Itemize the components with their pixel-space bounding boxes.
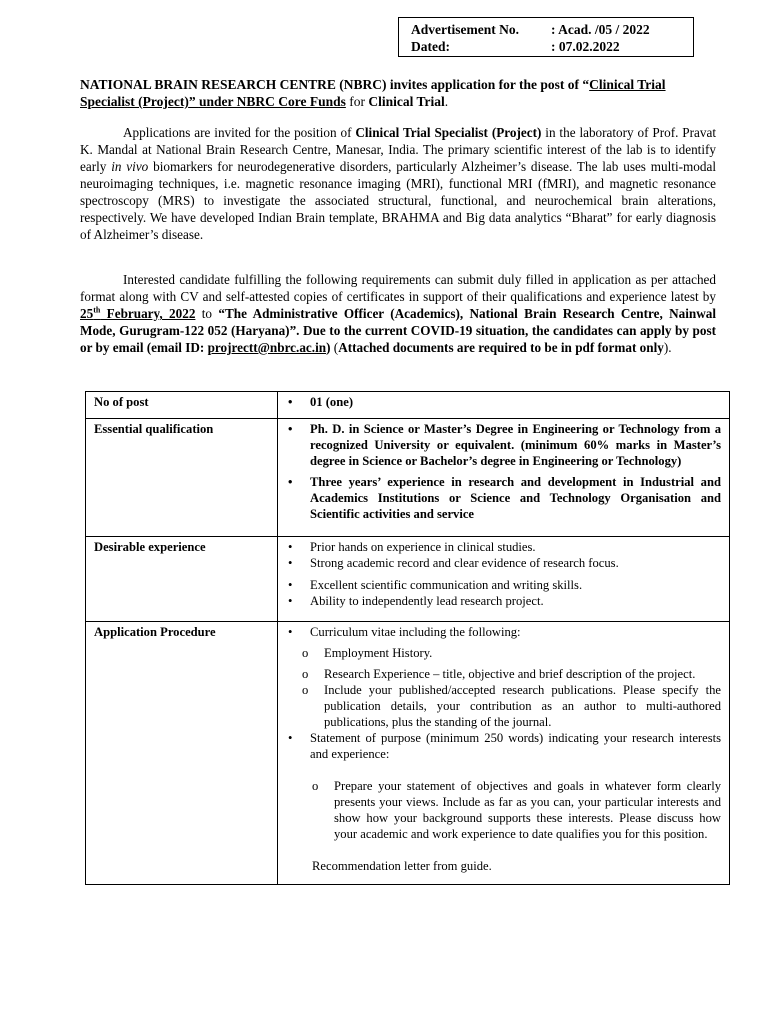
list-item: [286, 577, 721, 593]
heading-intro: NATIONAL BRAIN RESEARCH CENTRE (NBRC) invites application for the post of “: [80, 77, 590, 92]
intro-text-2: in the laboratory of Prof. Pravat K. Mandal at National Brain Research Centre, Manesar, India. The primary scientific interest of the lab is to identify early: [80, 125, 717, 174]
list-item: [286, 421, 721, 469]
procedure-cv-item-2: Research Experience – title, objective and brief description of the project.: [324, 667, 696, 681]
application-text-1: Interested candidate fulfilling the following requirements can submit duly filled in application as per attached format along with CV and self-attested copies of certificates in support of their qualifications and experience latest by: [80, 272, 716, 304]
procedure-sop: Statement of purpose (minimum 250 words) indicating your research interests and experience:: [310, 731, 721, 761]
page-heading: [80, 76, 716, 110]
advertisement-box: [398, 17, 694, 57]
heading-for: for: [345, 94, 369, 109]
requirements-table: [85, 391, 730, 885]
advertisement-number-row: [411, 21, 693, 38]
bullet-icon: •: [288, 578, 293, 592]
intro-in-vivo: in vivo: [111, 159, 149, 174]
application-pdf-note: Attached documents are required to be in pdf format only: [338, 340, 664, 355]
list-item: [286, 593, 721, 609]
application-email-link[interactable]: projrectt@nbrc.ac.in: [207, 340, 327, 355]
application-text-3: ): [326, 340, 331, 355]
table-row: [86, 622, 730, 885]
procedure-cv-item-1: Employment History.: [324, 646, 433, 660]
desirable-label: Desirable experience: [86, 537, 278, 622]
list-item: [286, 666, 721, 682]
circle-bullet-icon: o: [302, 667, 309, 681]
list-item: [286, 394, 721, 410]
essential-cell: [278, 419, 730, 537]
list-item: [286, 539, 721, 555]
posts-value: 01 (one): [310, 395, 354, 409]
heading-funds: under NBRC Core Funds: [198, 94, 346, 109]
application-text-5: ).: [663, 340, 672, 355]
intro-text-1: Applications are invited for the position of: [123, 125, 356, 140]
posts-label: No of post: [86, 392, 278, 419]
essential-item-2: Three years’ experience in research and development in Industrial and Academics Institutions or Science and Technology Organisation and Scientific activities and service: [310, 475, 721, 521]
intro-paragraph: [80, 124, 716, 243]
application-address: “The Administrative Officer (Academics), National Brain Research Centre, Nainwal Mode, Gurugram-122 052 (Haryana)”. Due to the current COVID-19 situation, the candidates can apply by post or by email (email ID:: [80, 306, 716, 355]
advertisement-number-value: : Acad. /05 / 2022: [551, 22, 650, 37]
desirable-cell: [278, 537, 730, 622]
heading-purpose: Clinical Trial: [368, 94, 445, 109]
desirable-item-3: Excellent scientific communication and writing skills.: [310, 578, 583, 592]
posts-cell: [278, 392, 730, 419]
procedure-cell: [278, 622, 730, 885]
circle-bullet-icon: o: [312, 779, 319, 793]
list-item: [286, 730, 721, 762]
procedure-label: Application Procedure: [86, 622, 278, 885]
procedure-recommendation: Recommendation letter from guide.: [312, 859, 492, 873]
bullet-icon: •: [288, 475, 293, 489]
intro-text-3: biomarkers for neurodegenerative disorders, particularly Alzheimer’s disease. The lab uses multi-modal neuroimaging techniques, i.e. magnetic resonance imaging (MRI), functional MRI (fMRI), and magnetic resonance spectroscopy (MRS) to investigate the associated structural, functional, and neurochemical brain alterations, respectively. We have developed Indian Brain template, BRAHMA and Big data analytics “Bharat” for early diagnosis of Alzheimer’s disease.: [80, 159, 716, 242]
procedure-sop-item: Prepare your statement of objectives and goals in whatever form clearly presents your views. Include as far as you can, your particular interests and show how your background supports these interests. Please discuss how your academic and work experience to date qualifies you for this position.: [334, 779, 721, 841]
table-row: [86, 419, 730, 537]
bullet-icon: •: [288, 395, 293, 409]
deadline-month-year: February, 2022: [100, 306, 196, 321]
essential-label: Essential qualification: [86, 419, 278, 537]
bullet-icon: •: [288, 540, 293, 554]
advertisement-number-label: Advertisement No.: [411, 22, 519, 37]
intro-position: Clinical Trial Specialist (Project): [355, 125, 542, 140]
heading-post-title: Clinical Trial Specialist (Project): [80, 77, 666, 109]
procedure-cv: Curriculum vitae including the following:: [310, 625, 521, 639]
list-item: [286, 778, 721, 842]
desirable-item-4: Ability to independently lead research project.: [310, 594, 544, 608]
table-row: [86, 392, 730, 419]
application-text-4: (: [330, 340, 339, 355]
procedure-cv-item-3: Include your published/accepted research publications. Please specify the publication details, your contribution as an author to multi-authored publications, plus the standing of the journal.: [324, 683, 721, 729]
bullet-icon: •: [288, 556, 293, 570]
circle-bullet-icon: o: [302, 646, 309, 660]
bullet-icon: •: [288, 625, 293, 639]
heading-quote-close: ”: [188, 94, 199, 109]
heading-end: .: [444, 94, 449, 109]
advertisement-date-label: Dated:: [411, 39, 450, 54]
application-text-2: to: [195, 306, 219, 321]
deadline-suffix: th: [93, 305, 101, 315]
list-item: [286, 682, 721, 730]
deadline-date: [80, 306, 195, 321]
bullet-icon: •: [288, 731, 293, 745]
list-item: [286, 474, 721, 522]
advertisement-date-value: : 07.02.2022: [551, 39, 620, 54]
list-item: [286, 624, 721, 640]
desirable-item-2: Strong academic record and clear evidence of research focus.: [310, 556, 619, 570]
table-row: [86, 537, 730, 622]
desirable-item-1: Prior hands on experience in clinical studies.: [310, 540, 536, 554]
advertisement-date-row: [411, 38, 693, 55]
list-item: [286, 555, 721, 571]
list-item: [286, 645, 721, 661]
circle-bullet-icon: o: [302, 683, 309, 697]
essential-item-1: Ph. D. in Science or Master’s Degree in Engineering or Technology from a recognized University or equivalent. (minimum 60% marks in Master’s degree in Science or Bachelor’s degree in Engineering or Technology): [310, 422, 721, 468]
bullet-icon: •: [288, 422, 293, 436]
application-paragraph: [80, 271, 716, 356]
bullet-icon: •: [288, 594, 293, 608]
deadline-day: 25: [80, 306, 94, 321]
